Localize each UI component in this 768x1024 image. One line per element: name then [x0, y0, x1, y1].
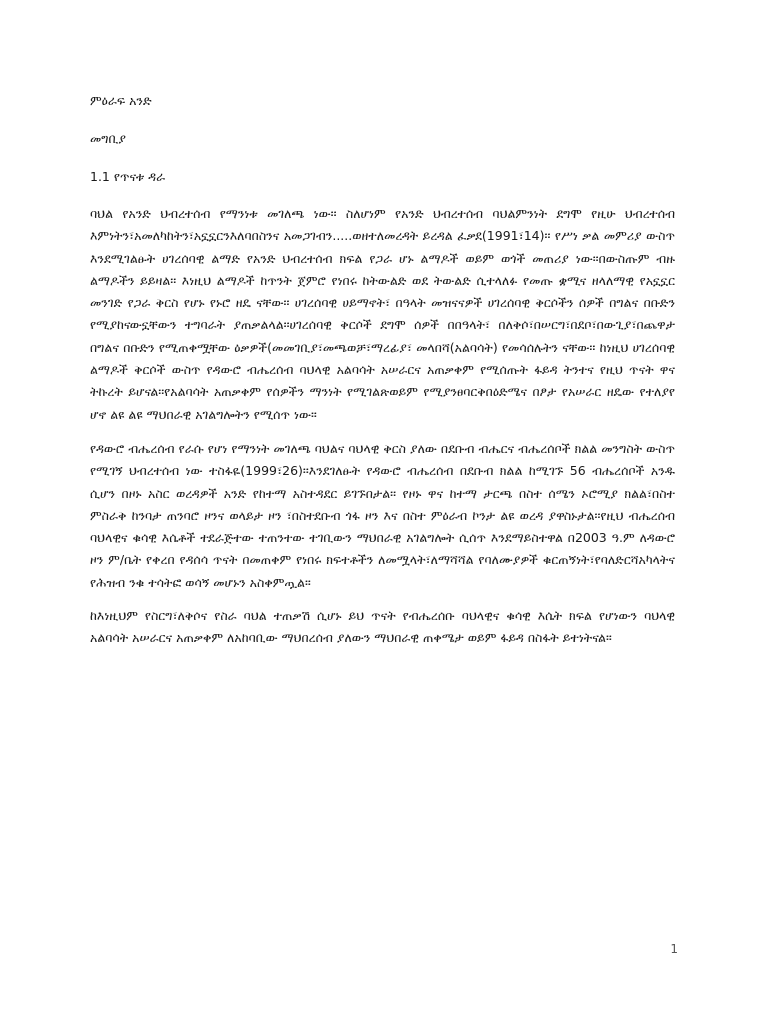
paragraph-1: ባህል የአንድ ህብረተሰብ የማንነቱ መገለጫ ነው፡፡ ስለሆነም የአንድ ህብረተሰብ ባህልምንነት ደግሞ የዚሁ ህብረተሰብ እምነትን፣አመለካከትን፣አኗኗርንእለባበስንና አመጋገብን.....ወዘተለመረዳት ይረዳል ፈቃደ(1991፣14)፡፡ የሥነ ቃል መምሪያ ውስጥ እንደሚገልፁት ሀገረሰባዊ ልማድ የአንድ ህብረተሰብ ክፍል የጋራ ሆኑ ልማዶች ወይም ወጎች መጠሪያ ነው፡፡በውስጡም ብዙ ልማዶችን ይይዛል፡፡ እነዚህ ልማዶች ከጥንት ጀምሮ የነበሩ ከትውልድ ወደ ትውልድ ሲተላለፉ የመጡ ቋሚና ዘላለማዊ የአኗኗር መንገድ የጋራ ቅርስ የሆኑ የኑሮ ዘዴ ናቸው፡፡ ሀገረሰባዊ ሀይማኖት፣ በዓላት መዝናናዎች ሀገረሰባዊ ቅርሶችን ሰዎች በግልና በቡድን የሚያከናውኗቸውን ተግባራት ያጠቃልላል፡፡ሀገረሰባዊ ቅርሶች ደግሞ ሰዎች በበዓላት፣ በለቅሶ፣በሠርግ፣በደቦ፣በውጊያ፣በጨዋታ በግልና በቡድን የሚጠቀሟቸው ዕቃዎች(መመገቢያ፣መጫወቻ፣ማረፊያ፣ መላበሻ(አልባሳት) የመሳሰሉትን ናቸው፡፡ ከነዚህ ሀገረሰባዊ ልማዶች ቅርሶች ውስጥ የዳውሮ ብሔረሰብ ባህላዊ አልባሳት አሠራርና አጠቃቀም የሚሰጡት ፋይዳ ትንተና የዚህ ጥናት ዋና ትኩረት ይሆናል፡፡የአልባሳት አጠቃቀም የሰዎችን ማንነት የሚገልጽወይም የሚያንፀባርቅበዕድሜና በፆታ የአሠራር ዘዴው የተለያየ ሆኖ ልዩ ልዩ ማህበራዊ አገልግሎትን የሚሰጥ ነው፡፡	[90, 206, 675, 422]
subsection-title: 1.1 የጥናቱ ዳራ	[90, 169, 166, 184]
chapter-title: ምዕራፍ አንድ	[90, 93, 152, 108]
paragraph-2: የዳውሮ ብሔረሰብ የራሱ የሆነ የማንነት መገለጫ ባህልና ባህላዊ ቅርስ ያለው በደቡብ ብሔርና ብሔረሰቦች ክልል መንግስት ውስጥ የሚገኝ ህብረተሰብ ነው ተስፋዬ(1999፣26)፡፡እንደገለፁት የዳውሮ ብሔረሰብ በደቡብ ክልል ከሚገኙ 56 ብሔረሰቦች አንዱ ሲሆን በዞኑ አስር ወረዳዎች አንድ የከተማ አስተዳደር ይገኙበታል፡፡ የዞኑ ዋና ከተማ ታርጫ በስተ ሰሜን ኦሮሚያ ክልል፣በስተ ምስራቅ ከንባታ ጠንባሮ ዞንና ወላይታ ዞን ፣በስተደቡብ ጎፋ ዞን እና በስተ ምዕራብ ኮንታ ልዩ ወረዳ ያዋስኑታል፡፡የዚህ ብሔረሰብ ባህላዊና ቁሳዊ እሴቶች ተደራጅተው ተጠንተው ተገቢውን ማህበራዊ አገልግሎት ሲሰጥ እንደማይስተዋል በ2003 ዓ.ም ለዳውሮ ዞን ም/ቤት የቀረበ የዳሰሳ ጥናት በመጠቀም የነበሩ ክፍተቶችን ለመሟላት፣ለማሻሻል የባለሙያዎች ቁርጠኝነት፣የባለድርሻአካላትና የሕዝብ ንቁ ተሳትፎ ወሳኝ መሆኑን አስቀምጧል፡፡	[90, 440, 675, 590]
page-number: 1	[670, 942, 678, 956]
paragraph-3: ከእነዚህም የስርግ፣ለቅሶና የስራ ባህል ተጠቃሽ ሲሆኑ ይህ ጥናት የብሔረሰቡ ባህላዊና ቁሳዊ እሴት ክፍል የሆነውን ባህላዊ አልባሳት አሠራርና አጠቃቀም ለአከባቢው ማህበረሰብ ያለውን ማህበራዊ ጠቀሜታ ወይም ፋይዳ በስፋት ይተነትናል፡፡	[90, 608, 675, 646]
section-title: መግቢያ	[90, 131, 126, 146]
